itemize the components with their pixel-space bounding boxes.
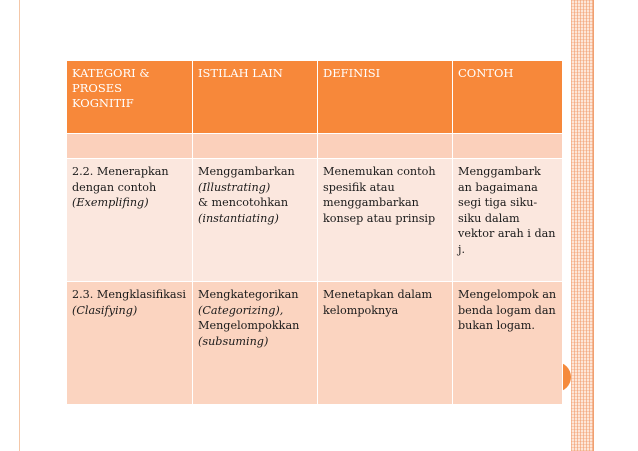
table-row [67, 159, 563, 282]
category-cell [67, 282, 193, 405]
category-term: (Exemplifing) [72, 196, 149, 209]
definition-cell: Menetapkan dalam kelompoknya [318, 282, 453, 405]
example-cell: Mengelompok an benda logam dan bukan logam. [453, 282, 563, 405]
decorative-side-band [571, 0, 593, 451]
decorative-side-band-edge [593, 0, 594, 451]
other-term: Mengkategorikan [198, 288, 299, 301]
other-terms-cell [193, 159, 318, 282]
left-border-line [19, 0, 20, 451]
category-name: 2.2. Menerapkan dengan contoh [72, 165, 169, 194]
header-definition: DEFINISI [318, 61, 453, 134]
header-category: KATEGORI & PROSES KOGNITIF [67, 61, 193, 134]
table-header-row [67, 61, 563, 134]
other-term: & mencotohkan [198, 196, 289, 209]
example-cell: Menggambark an bagaimana segi tiga siku-siku dalam vektor arah i dan j. [453, 159, 563, 282]
other-terms-cell [193, 282, 318, 405]
table-separator-row [67, 134, 563, 159]
category-cell [67, 159, 193, 282]
other-term: Menggambarkan [198, 165, 295, 178]
cognitive-process-table [66, 60, 563, 405]
definition-cell: Menemukan contoh spesifik atau menggambarkan konsep atau prinsip [318, 159, 453, 282]
other-term-english: (subsuming) [198, 334, 269, 348]
category-term: (Clasifying) [72, 303, 138, 317]
header-other-terms: ISTILAH LAIN [193, 61, 318, 134]
table-row [67, 282, 563, 405]
other-term-english: (Categorizing), [198, 303, 284, 317]
category-name: 2.3. Mengklasifikasi [72, 288, 186, 301]
other-term-english: (instantiating) [198, 211, 279, 225]
other-term: Mengelompokkan [198, 319, 300, 332]
header-example: CONTOH [453, 61, 563, 134]
other-term-english: (Illustrating) [198, 180, 271, 194]
